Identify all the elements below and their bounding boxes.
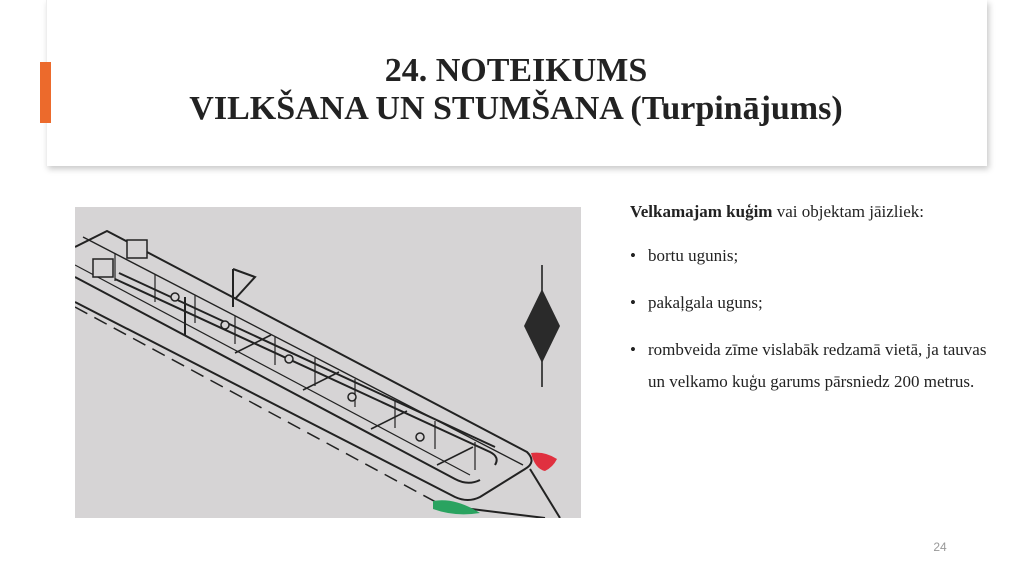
intro-text [630,200,990,224]
list-item: • rombveida zīme vislabāk redzamā vietā, ja tauvas un velkamo kuģu garums pārsniedz 200 metrus. [630,334,990,398]
slide-number: 24 [933,540,947,554]
rule-content [630,200,990,413]
list-item: • bortu ugunis; [630,240,990,272]
intro-bold: Velkamajam kuģim [630,202,773,221]
green-side-light-icon [433,500,480,514]
title-line-2: VILKŠANA UN STUMŠANA (Turpinājums) [189,90,843,127]
towed-barge-illustration [75,207,581,518]
list-item: • pakaļgala uguns; [630,287,990,319]
hull-lower-edge [75,277,480,483]
red-side-light-icon [531,453,557,471]
slide-title [46,52,986,128]
title-line-1: 24. NOTEIKUMS [384,52,648,89]
intro-rest: vai objektam jāizliek: [772,202,924,221]
diamond-shape-icon [524,265,560,387]
requirements-list [630,240,990,398]
